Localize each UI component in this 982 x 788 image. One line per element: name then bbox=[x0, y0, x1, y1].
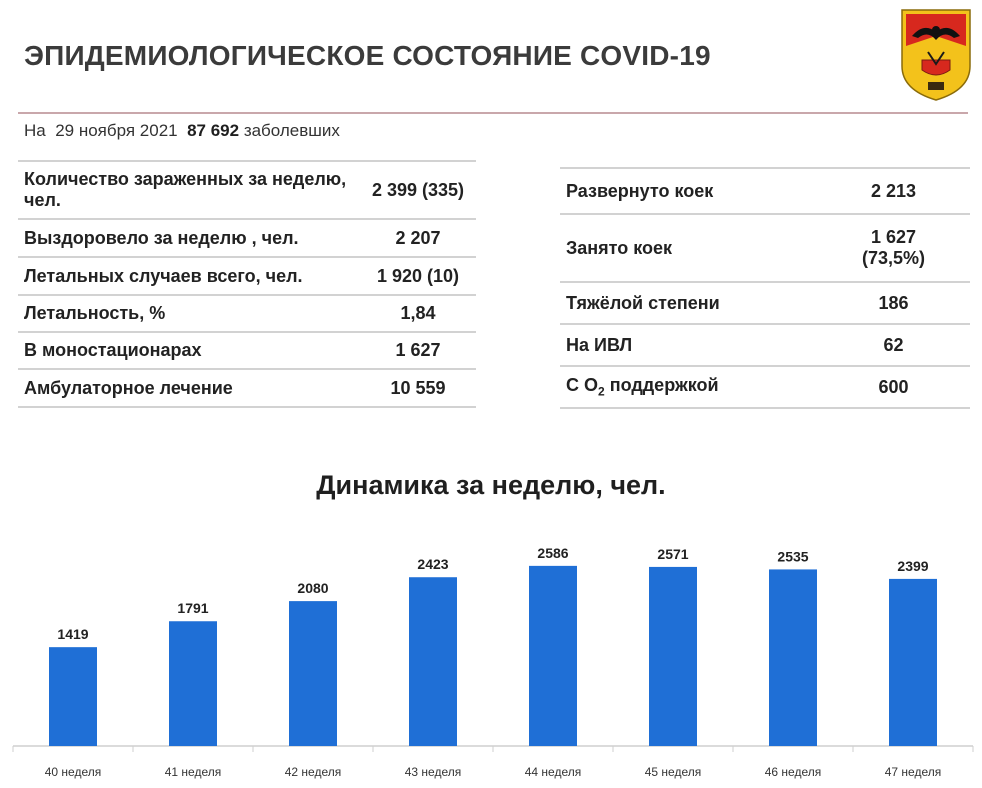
stat-value: 10 559 bbox=[360, 369, 476, 407]
x-tick-label: 44 неделя bbox=[524, 765, 582, 779]
total-cases: 87 692 bbox=[187, 121, 240, 140]
bar bbox=[769, 569, 817, 746]
table-row bbox=[18, 219, 476, 257]
table-row bbox=[18, 332, 476, 369]
stat-value: 1,84 bbox=[360, 295, 476, 332]
data-label: 2399 bbox=[897, 557, 929, 574]
table-row bbox=[18, 161, 476, 219]
stat-value: 2 207 bbox=[360, 219, 476, 257]
weekly-stats-table bbox=[18, 160, 476, 408]
stat-value: 186 bbox=[817, 282, 970, 324]
bar bbox=[889, 579, 937, 746]
stat-label: Занято коек bbox=[560, 214, 817, 282]
chart-title: Динамика за неделю, чел. bbox=[316, 470, 666, 500]
bar bbox=[409, 577, 457, 746]
stat-label: Тяжёлой степени bbox=[560, 282, 817, 324]
x-tick-label: 42 неделя bbox=[284, 765, 342, 779]
stat-value: 2 399 (335) bbox=[360, 161, 476, 219]
data-label: 1791 bbox=[177, 600, 209, 617]
data-label: 2571 bbox=[657, 545, 689, 562]
stat-label: Летальных случаев всего, чел. bbox=[18, 257, 360, 295]
stat-value-count: 1 627 bbox=[870, 227, 917, 247]
stat-label: Развернуто коек bbox=[560, 168, 817, 214]
bar bbox=[289, 601, 337, 746]
data-label: 2080 bbox=[297, 580, 329, 597]
table-row bbox=[18, 257, 476, 295]
bar bbox=[49, 647, 97, 746]
stat-value: 1 627 bbox=[360, 332, 476, 369]
table-row bbox=[18, 369, 476, 407]
table-row bbox=[560, 168, 970, 214]
bar bbox=[169, 621, 217, 746]
stat-label: Амбулаторное лечение bbox=[18, 369, 360, 407]
data-label: 2535 bbox=[777, 548, 809, 565]
weekly-cases-bar-chart bbox=[0, 520, 982, 788]
table-row bbox=[560, 366, 970, 408]
x-tick-label: 40 неделя bbox=[44, 765, 102, 779]
report-date: 29 ноября 2021 bbox=[55, 121, 178, 140]
table-row bbox=[560, 282, 970, 324]
page-title: ЭПИДЕМИОЛОГИЧЕСКОЕ СОСТОЯНИЕ COVID-19 bbox=[24, 40, 711, 71]
stat-label: В моностационарах bbox=[18, 332, 360, 369]
stat-label: Летальность, % bbox=[18, 295, 360, 332]
x-tick-label: 41 неделя bbox=[164, 765, 222, 779]
table-row bbox=[560, 214, 970, 282]
stat-value bbox=[817, 214, 970, 282]
table-row bbox=[18, 295, 476, 332]
stat-label-pre: С О bbox=[566, 375, 599, 396]
stat-label: Количество зараженных за неделю, чел. bbox=[18, 161, 360, 219]
header-divider bbox=[18, 112, 968, 114]
coat-of-arms-emblem bbox=[898, 6, 974, 102]
date-summary bbox=[24, 121, 340, 141]
x-tick-label: 43 неделя bbox=[404, 765, 462, 779]
total-suffix: заболевших bbox=[243, 121, 340, 140]
table-row bbox=[560, 324, 970, 366]
date-prefix: На bbox=[24, 121, 46, 140]
x-tick-label: 46 неделя bbox=[764, 765, 822, 779]
stat-label-post: поддержкой bbox=[604, 375, 719, 396]
stat-label bbox=[560, 366, 817, 408]
data-label: 1419 bbox=[57, 626, 89, 643]
data-label: 2586 bbox=[537, 544, 569, 561]
stat-label: На ИВЛ bbox=[560, 324, 817, 366]
bar bbox=[649, 567, 697, 746]
stat-label-sub: 2 bbox=[598, 384, 605, 399]
stat-value: 600 bbox=[817, 366, 970, 408]
data-label: 2423 bbox=[417, 556, 449, 573]
stat-value: 2 213 bbox=[817, 168, 970, 214]
x-tick-label: 47 неделя bbox=[884, 765, 942, 779]
stat-value-percent: (73,5%) bbox=[861, 248, 926, 268]
stat-value: 62 bbox=[817, 324, 970, 366]
x-tick-label: 45 неделя bbox=[644, 765, 702, 779]
hospital-beds-table bbox=[560, 167, 970, 409]
stat-value: 1 920 (10) bbox=[360, 257, 476, 295]
bar bbox=[529, 566, 577, 746]
stat-label: Выздоровело за неделю , чел. bbox=[18, 219, 360, 257]
